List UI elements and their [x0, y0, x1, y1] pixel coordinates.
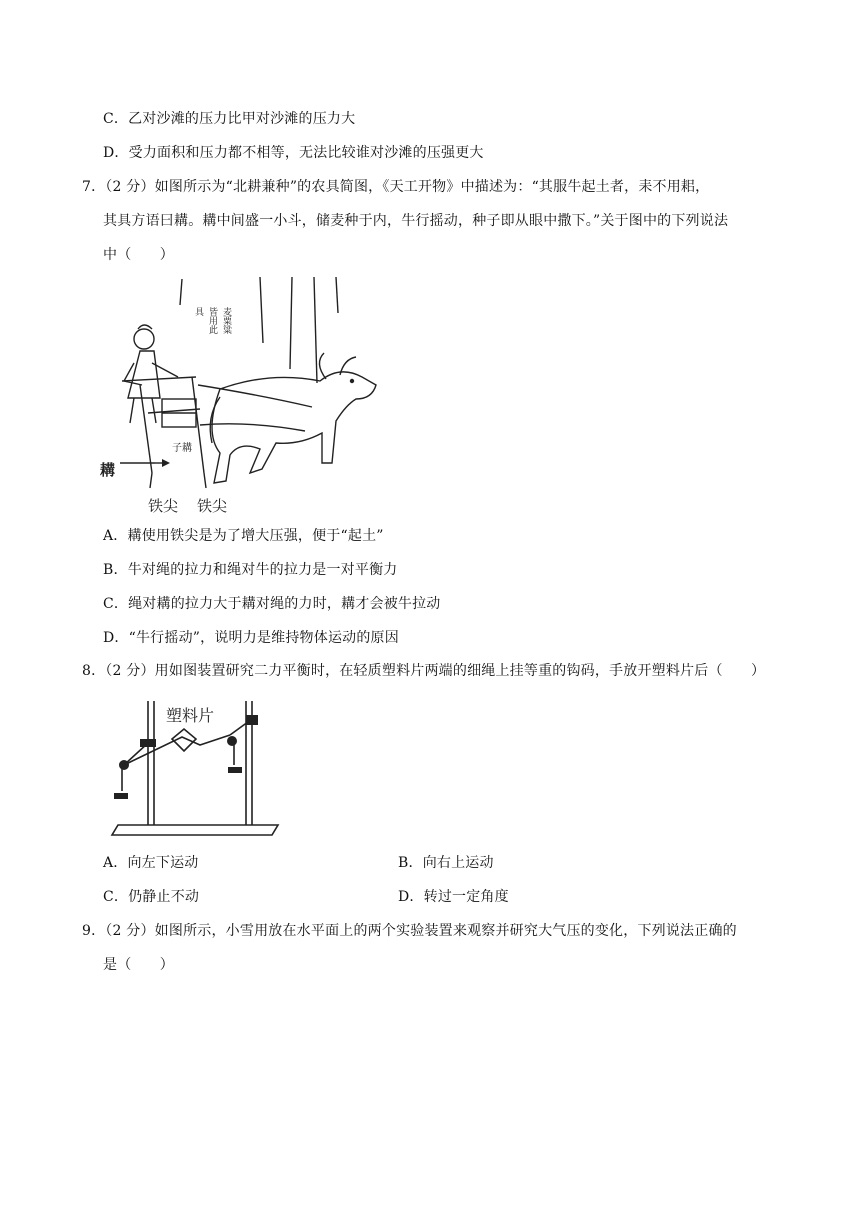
q7-stem-line3: 中（ ）: [103, 247, 174, 263]
ox-plough-figure: [100, 273, 382, 519]
tip-label-2: 铁尖: [197, 497, 228, 515]
q8-stem: 8．（2 分）用如图装置研究二力平衡时，在轻质塑料片两端的细绳上挂等重的钩码，手放开塑料片后（ ）: [82, 663, 766, 679]
balance-apparatus-figure: [110, 693, 290, 843]
q7-option-b: B．牛对绳的拉力和绳对牛的拉力是一对平衡力: [103, 562, 398, 578]
q7-option-d: D．“牛行摇动”，说明力是维持物体运动的原因: [103, 630, 399, 646]
q9-stem-line1: 9．（2 分）如图所示，小雪用放在水平面上的两个实验装置来观察并研究大气压的变化，下列说法正确的: [82, 923, 737, 939]
q7-stem-line1: 7．（2 分）如图所示为“北耕兼种”的农具简图，《天工开物》中描述为：“其服牛起土者，耒不用耜，: [82, 179, 710, 195]
q8-option-c: C．仍静止不动: [103, 889, 200, 905]
inscription-2: 皆用此: [207, 307, 217, 334]
hopper-label: 子耩: [172, 443, 192, 454]
q7-option-a: A．耩使用铁尖是为了增大压强，便于“起土”: [103, 528, 384, 544]
inscription-1: 麦粟粱: [221, 307, 231, 334]
inscription-3: 具: [193, 307, 203, 316]
q8-option-d: D．转过一定角度: [398, 889, 509, 905]
tool-label: 耩: [100, 461, 116, 479]
q8-option-b: B．向右上运动: [398, 855, 494, 871]
tip-label-1: 铁尖: [148, 497, 179, 515]
q6-option-d: D．受力面积和压力都不相等，无法比较谁对沙滩的压强更大: [103, 145, 484, 161]
q9-stem-line2: 是（ ）: [103, 957, 174, 973]
q7-option-c: C．绳对耩的拉力大于耩对绳的力时，耩才会被牛拉动: [103, 596, 441, 612]
q6-option-c: C．乙对沙滩的压力比甲对沙滩的压力大: [103, 111, 356, 127]
plastic-sheet-label: 塑料片: [166, 706, 215, 725]
q8-option-a: A．向左下运动: [103, 855, 199, 871]
q7-stem-line2: 其具方语曰耩。耩中间盛一小斗，储麦种于内，牛行摇动，种子即从眼中撒下。”关于图中的下列说法: [103, 213, 729, 229]
